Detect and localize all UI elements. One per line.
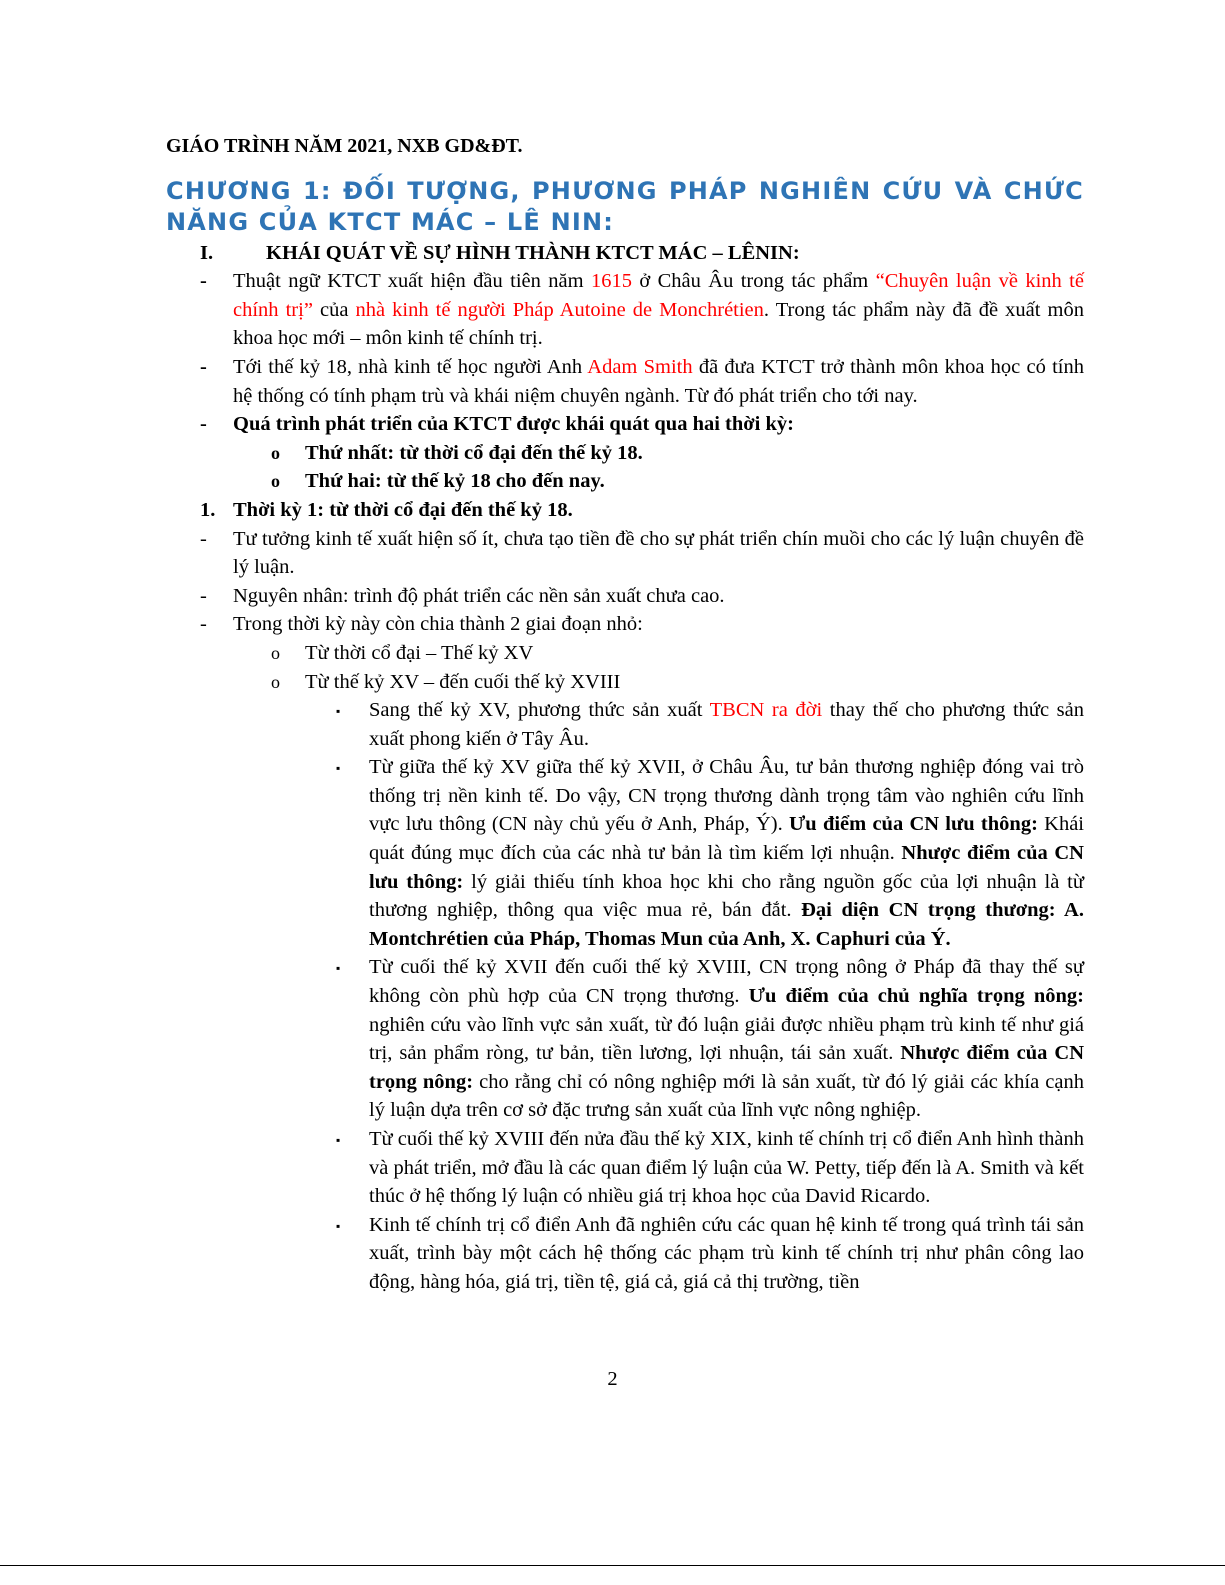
item-number: 1.: [200, 498, 216, 521]
section-number: I.: [200, 241, 214, 264]
page-content: [166, 132, 1084, 1297]
dash-bullet: -: [200, 270, 207, 293]
circle-bullet: o: [271, 671, 280, 692]
highlight-text: TBCN ra đời: [709, 699, 823, 722]
dash-bullet: -: [200, 527, 207, 550]
list-item: [166, 353, 1084, 410]
sub-list-item: o Thứ hai: từ thế kỷ 18 cho đến nay.: [166, 467, 1084, 496]
bullet-item: ▪ Sang thế kỷ XV, phương thức sản xuất TBCN ra đời thay thế cho phương thức sản xuất phong kiến ở Tây Âu.: [166, 696, 1084, 753]
list-item: [166, 267, 1084, 353]
dash-bullet: -: [200, 613, 207, 636]
paragraph-text: Tới thế kỷ 18, nhà kinh tế học người Anh Adam Smith đã đưa KTCT trở thành môn khoa học có tính hệ thống có tính phạm trù và khái niệm chuyên ngành. Từ đó phát triển cho tới nay.: [233, 355, 1084, 407]
sub-list-item: o Thứ nhất: từ thời cổ đại đến thế kỷ 18.: [166, 439, 1084, 468]
circle-bullet: o: [271, 471, 280, 492]
highlight-text: 1615: [590, 270, 632, 293]
page-bottom-divider: [0, 1565, 1225, 1566]
list-item: - Trong thời kỳ này còn chia thành 2 giai đoạn nhỏ:: [166, 610, 1084, 639]
square-bullet: ▪: [336, 1133, 341, 1147]
dash-bullet: -: [200, 413, 207, 436]
dash-bullet: -: [200, 584, 207, 607]
highlight-text: “Chuyên luận về kinh tế chính trị”: [233, 270, 1084, 321]
chapter-heading: CHƯƠNG 1: ĐỐI TƯỢNG, PHƯƠNG PHÁP NGHIÊN CỨU VÀ CHỨC NĂNG CỦA KTCT MÁC – LÊ NIN:: [166, 176, 1084, 236]
paragraph-text: Quá trình phát triển của KTCT được khái quát qua hai thời kỳ:: [233, 413, 794, 436]
list-item: - Tư tưởng kinh tế xuất hiện số ít, chưa tạo tiền đề cho sự phát triển chín muồi cho các lý luận chuyên đề lý luận.: [166, 525, 1084, 582]
square-bullet: ▪: [336, 1218, 341, 1233]
bullet-item: ▪ Từ giữa thế kỷ XV giữa thế kỷ XVII, ở Châu Âu, tư bản thương nghiệp đóng vai trò thống trị nền kinh tế. Do vậy, CN trọng thương dành trọng tâm vào nghiên cứu lĩnh vực lưu thông (CN này chủ yếu ở Anh, Pháp, Ý). Ưu điểm của CN lưu thông: Khái quát đúng mục đích của các nhà tư bản là tìm kiếm lợi nhuận. Nhược điểm của CN lưu thông: lý giải thiếu tính khoa học khi cho rằng nguồn gốc của lợi nhuận là từ thương nghiệp, thông qua việc mua rẻ, bán đắt. Đại diện CN trọng thương: A. Montchrétien của Pháp, Thomas Mun của Anh, X. Caphuri của Ý.: [166, 753, 1084, 953]
circle-bullet: o: [271, 442, 280, 463]
bullet-item: ▪ Kinh tế chính trị cổ điển Anh đã nghiên cứu các quan hệ kinh tế trong quá trình tái sản xuất, trình bày một cách hệ thống các phạm trù kinh tế chính trị như phân công lao động, hàng hóa, giá trị, tiền tệ, giá cả, giá cả thị trường, tiền: [166, 1211, 1084, 1297]
list-item: - Nguyên nhân: trình độ phát triển các nền sản xuất chưa cao.: [166, 582, 1084, 611]
section-title: KHÁI QUÁT VỀ SỰ HÌNH THÀNH KTCT MÁC – LÊNIN:: [266, 241, 800, 264]
highlight-text: nhà kinh tế người Pháp Autoine de Monchrétien: [355, 298, 764, 321]
circle-bullet: o: [271, 642, 280, 663]
bullet-item: ▪ Từ cuối thế kỷ XVIII đến nửa đầu thế kỷ XIX, kinh tế chính trị cổ điển Anh hình thành và phát triển, mở đầu là các quan điểm lý luận của W. Petty, tiếp đến là A. Smith và kết thúc ở hệ thống lý luận có nhiều giá trị khoa học của David Ricardo.: [166, 1125, 1084, 1211]
paragraph-text: Thuật ngữ KTCT xuất hiện đầu tiên năm 1615 ở Châu Âu trong tác phẩm “Chuyên luận về kinh tế chính trị” của nhà kinh tế người Pháp Autoine de Monchrétien. Trong tác phẩm này đã đề xuất môn khoa học mới – môn kinh tế chính trị.: [233, 270, 1084, 350]
section-heading: [166, 239, 1084, 268]
highlight-text: Adam Smith: [587, 355, 693, 378]
bullet-item: ▪ Từ cuối thế kỷ XVII đến cuối thế kỷ XVIII, CN trọng nông ở Pháp đã thay thế sự không còn phù hợp của CN trọng thương. Ưu điểm của chủ nghĩa trọng nông: nghiên cứu vào lĩnh vực sản xuất, từ đó luận giải được nhiều phạm trù kinh tế như giá trị, sản phẩm ròng, tư bản, tiền lương, lợi nhuận, tái sản xuất. Nhược điểm của CN trọng nông: cho rằng chỉ có nông nghiệp mới là sản xuất, từ đó lý giải các khía cạnh lý luận dựa trên cơ sở đặc trưng sản xuất của lĩnh vực nông nghiệp.: [166, 953, 1084, 1125]
item-title: Thời kỳ 1: từ thời cổ đại đến thế kỷ 18.: [233, 498, 573, 521]
square-bullet: ▪: [336, 761, 341, 776]
textbook-title: GIÁO TRÌNH NĂM 2021, NXB GD&ĐT.: [166, 135, 523, 157]
list-item: [166, 410, 1084, 439]
square-bullet: ▪: [336, 961, 341, 976]
page-number: 2: [607, 1368, 618, 1390]
dash-bullet: -: [200, 355, 207, 378]
square-bullet: ▪: [336, 704, 341, 719]
numbered-heading: [166, 496, 1084, 525]
sub-list-item: o Từ thế kỷ XV – đến cuối thế kỷ XVIII: [166, 668, 1084, 697]
sub-list-item: o Từ thời cổ đại – Thế kỷ XV: [166, 639, 1084, 668]
